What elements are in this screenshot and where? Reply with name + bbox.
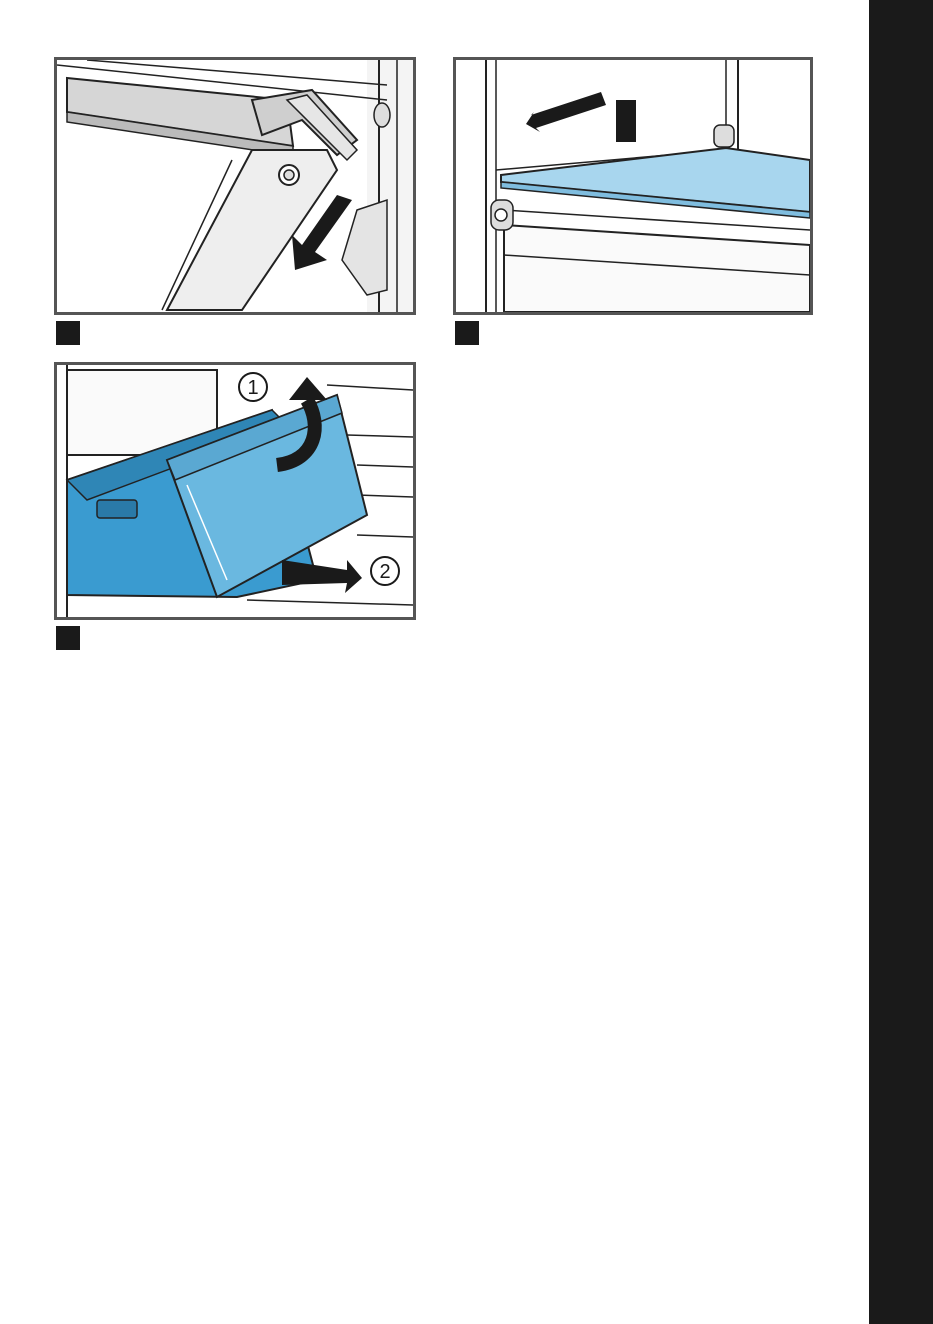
step-1-number: 1 (247, 377, 259, 399)
figure-label-a (56, 321, 80, 345)
figure-label-c (56, 626, 80, 650)
arrow-pull-icon (282, 560, 362, 593)
section-side-tab (869, 0, 933, 1324)
figure-bracket-removal (54, 57, 416, 315)
arrow-up-icon (616, 100, 636, 142)
arrow-lift-icon (289, 377, 327, 400)
shelf-illustration (456, 60, 810, 312)
figure-label-b (455, 321, 479, 345)
figure-drawer-removal (54, 362, 416, 620)
bracket-illustration (57, 60, 413, 312)
arrow-left-icon (526, 92, 606, 132)
drawer-illustration (57, 365, 413, 617)
step-2-number: 2 (379, 561, 391, 583)
figure-shelf-removal (453, 57, 813, 315)
